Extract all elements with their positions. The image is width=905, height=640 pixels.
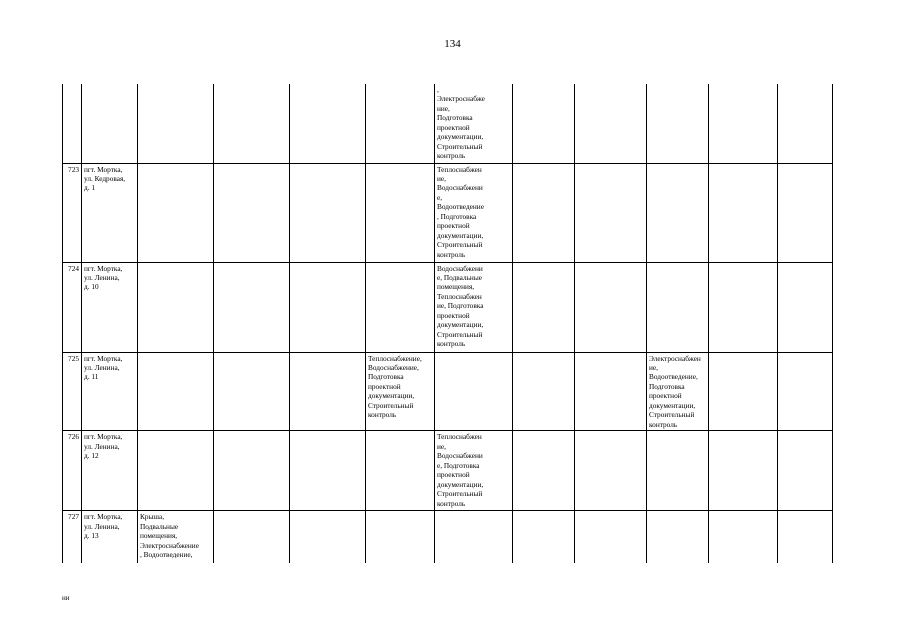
work-type-line: Водоснабжени (437, 263, 483, 273)
address-cell (82, 262, 138, 352)
work-type-cell (366, 84, 435, 163)
row-number-cell: 726 (63, 431, 82, 511)
address-line: ул. Ленина, (84, 362, 120, 372)
work-type-line: Электроснабжение (140, 540, 199, 550)
work-type-line: документации, (437, 230, 484, 240)
empty-cell (214, 163, 290, 262)
empty-cell (575, 163, 647, 262)
work-type-line: контроль (368, 410, 397, 420)
work-type-line: контроль (437, 498, 466, 508)
repair-schedule-table (62, 84, 833, 563)
address-cell (82, 163, 138, 262)
work-type-line: Электроснабже (437, 94, 485, 104)
work-type-line: Водоснабжени (437, 451, 483, 461)
work-type-cell (138, 511, 214, 563)
work-type-line: проектной (437, 122, 470, 132)
work-type-line: Водоснабжени (437, 183, 483, 193)
work-type-line: Водоотведение (437, 202, 484, 212)
empty-cell (513, 352, 575, 431)
empty-cell (778, 352, 833, 431)
work-type-line: Строительный (437, 141, 483, 151)
empty-cell (778, 84, 833, 163)
row-number-cell: 727 (63, 511, 82, 563)
work-type-cell (647, 262, 709, 352)
work-type-cell (435, 163, 513, 262)
address-line: пгт. Мортка, (84, 263, 123, 273)
work-type-line: ние, (437, 103, 450, 113)
work-type-line: Теплоснабжение, (368, 353, 422, 363)
work-type-cell (647, 163, 709, 262)
empty-cell (709, 163, 778, 262)
empty-cell (290, 163, 366, 262)
work-type-line: проектной (437, 310, 470, 320)
work-type-line: Крыша, (140, 512, 165, 522)
empty-cell (709, 511, 778, 563)
empty-cell (778, 262, 833, 352)
empty-cell (709, 84, 778, 163)
empty-cell (214, 84, 290, 163)
address-line: пгт. Мортка, (84, 164, 123, 174)
work-type-cell (366, 163, 435, 262)
work-type-cell (435, 511, 513, 563)
address-cell (82, 84, 138, 163)
work-type-line: контроль (649, 419, 678, 429)
work-type-cell (647, 431, 709, 511)
address-line: д. 13 (84, 531, 99, 541)
table-row (63, 163, 833, 262)
row-number-cell (63, 84, 82, 163)
work-type-cell (138, 262, 214, 352)
work-type-cell (366, 262, 435, 352)
work-type-line: Водоснабжение, (368, 362, 419, 372)
work-type-line: проектной (437, 470, 470, 480)
address-line: ул. Ленина, (84, 441, 120, 451)
address-line: пгт. Мортка, (84, 512, 123, 522)
empty-cell (778, 511, 833, 563)
work-type-line: Подвальные (140, 521, 179, 531)
empty-cell (778, 163, 833, 262)
row-number-cell: 724 (63, 262, 82, 352)
work-type-line: е, Подвальные (437, 272, 482, 282)
address-cell (82, 352, 138, 431)
empty-cell (513, 511, 575, 563)
empty-cell (709, 262, 778, 352)
work-type-line: ие, Подготовка (437, 301, 484, 311)
work-type-cell (647, 511, 709, 563)
address-line: д. 1 (84, 183, 96, 193)
work-type-line: , Подготовка (437, 211, 477, 221)
work-type-line: ие, (649, 362, 658, 372)
work-type-line: Строительный (368, 400, 414, 410)
work-type-line: проектной (649, 391, 682, 401)
work-type-cell (435, 431, 513, 511)
table-row (63, 84, 833, 163)
address-line: пгт. Мортка, (84, 432, 123, 442)
empty-cell (709, 352, 778, 431)
empty-cell (214, 352, 290, 431)
address-line: ул. Ленина, (84, 521, 120, 531)
work-type-line: контроль (437, 249, 466, 259)
address-line: ул. Кедровая, (84, 173, 126, 183)
work-type-cell (435, 262, 513, 352)
work-type-cell (138, 352, 214, 431)
address-line: пгт. Мортка, (84, 353, 123, 363)
empty-cell (290, 511, 366, 563)
empty-cell (709, 431, 778, 511)
empty-cell (290, 84, 366, 163)
work-type-line: Строительный (649, 410, 695, 420)
work-type-cell (138, 84, 214, 163)
work-type-line: Теплоснабжен (437, 432, 482, 442)
work-type-line: Водоотведение, (649, 372, 698, 382)
table-row (63, 511, 833, 563)
work-type-line: Электроснабжен (649, 353, 701, 363)
empty-cell (513, 163, 575, 262)
empty-cell (214, 511, 290, 563)
work-type-cell (366, 431, 435, 511)
empty-cell (290, 352, 366, 431)
work-type-cell (647, 352, 709, 431)
empty-cell (214, 262, 290, 352)
work-type-line: Теплоснабжен (437, 164, 482, 174)
work-type-line: Строительный (437, 240, 483, 250)
work-type-line: ие, (437, 173, 446, 183)
work-type-cell (435, 352, 513, 431)
work-type-line: е, (437, 192, 443, 202)
address-line: д. 11 (84, 372, 99, 382)
work-type-cell (138, 163, 214, 262)
work-type-line: , (437, 85, 439, 94)
work-type-line: Подготовка (437, 113, 473, 123)
work-type-line: Строительный (437, 329, 483, 339)
empty-cell (290, 262, 366, 352)
work-type-line: проектной (437, 221, 470, 231)
work-type-line: проектной (368, 381, 401, 391)
empty-cell (575, 431, 647, 511)
empty-cell (575, 352, 647, 431)
address-line: д. 12 (84, 451, 99, 461)
work-type-line: документации, (649, 400, 696, 410)
work-type-cell (647, 84, 709, 163)
empty-cell (290, 431, 366, 511)
empty-cell (575, 262, 647, 352)
address-line: ул. Ленина, (84, 272, 120, 282)
work-type-line: , Водоотведение, (140, 550, 193, 560)
empty-cell (513, 262, 575, 352)
address-line: д. 10 (84, 282, 99, 292)
work-type-line: документации, (368, 391, 415, 401)
work-type-line: помещения, (437, 282, 475, 292)
work-type-line: контроль (437, 151, 466, 161)
address-cell (82, 431, 138, 511)
work-type-line: документации, (437, 479, 484, 489)
work-type-line: Строительный (437, 489, 483, 499)
work-type-line: Подготовка (649, 381, 685, 391)
row-number-cell: 723 (63, 163, 82, 262)
work-type-line: помещения, (140, 531, 178, 541)
row-number-cell: 725 (63, 352, 82, 431)
table-row (63, 352, 833, 431)
work-type-cell (138, 431, 214, 511)
work-type-line: Подготовка (368, 372, 404, 382)
work-type-cell (366, 511, 435, 563)
empty-cell (575, 84, 647, 163)
empty-cell (575, 511, 647, 563)
work-type-line: е, Подготовка (437, 460, 480, 470)
table-row (63, 431, 833, 511)
work-type-cell (366, 352, 435, 431)
empty-cell (214, 431, 290, 511)
page-number: 134 (444, 38, 461, 50)
work-type-line: контроль (437, 339, 466, 349)
work-type-line: документации, (437, 320, 484, 330)
address-cell (82, 511, 138, 563)
empty-cell (778, 431, 833, 511)
work-type-cell (435, 84, 513, 163)
table-row (63, 262, 833, 352)
empty-cell (513, 431, 575, 511)
work-type-line: документации, (437, 132, 484, 142)
footer-mark: ни (62, 594, 70, 602)
work-type-line: ие, (437, 441, 446, 451)
empty-cell (513, 84, 575, 163)
work-type-line: Теплоснабжен (437, 291, 482, 301)
